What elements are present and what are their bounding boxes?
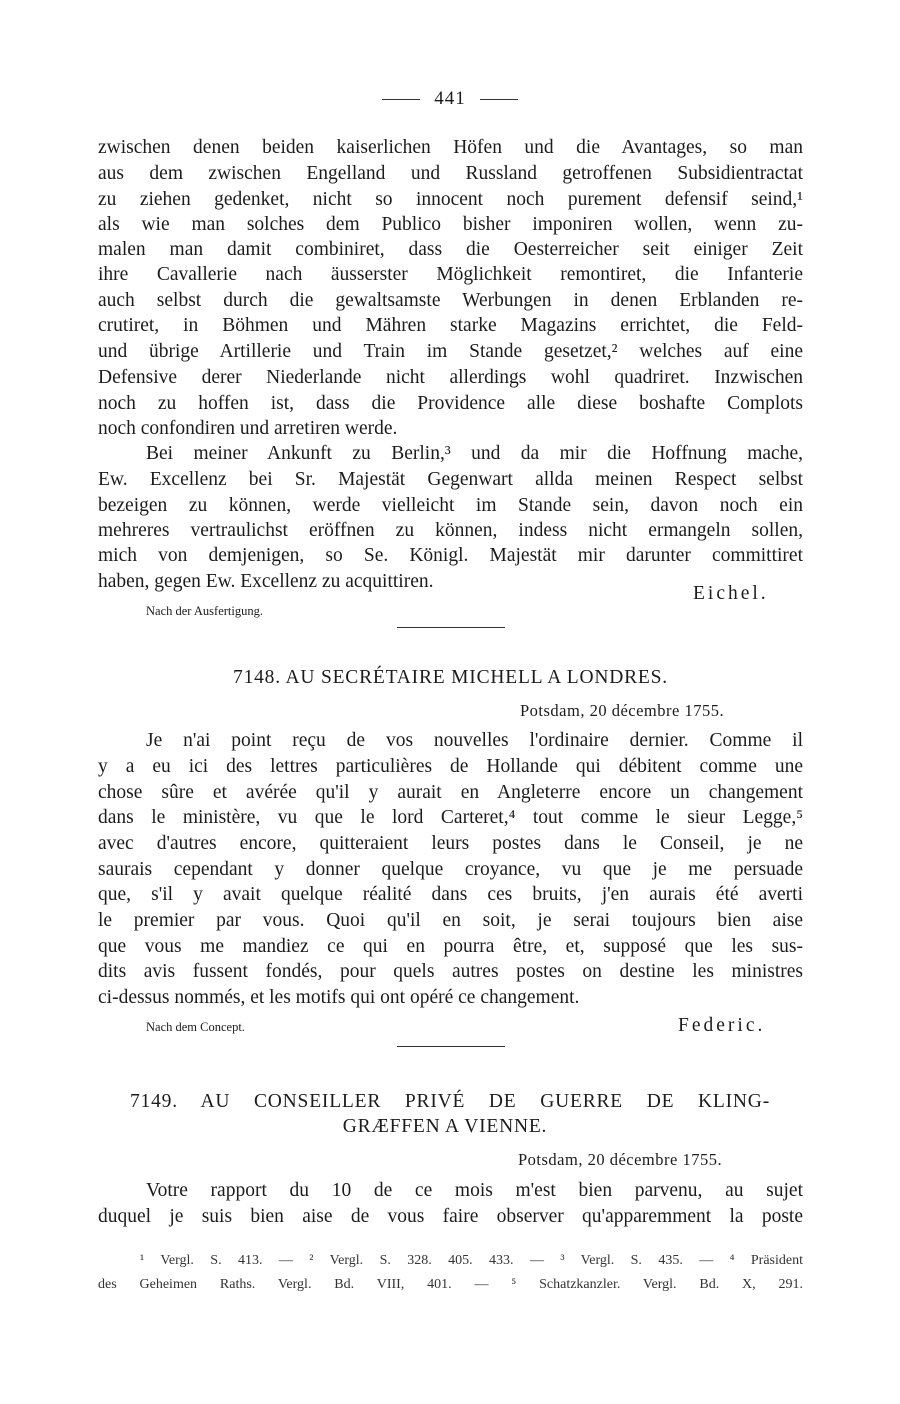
- text-line: als wie man solches dem Publico bisher imponiren wollen, wenn zu-: [98, 214, 803, 235]
- document-heading: 7148. AU SECRÉTAIRE MICHELL A LONDRES.: [233, 667, 668, 688]
- text-line: Bei meiner Ankunft zu Berlin,³ und da mir die Hoffnung mache,: [146, 443, 803, 464]
- text-line: mich von demjenigen, so Se. Königl. Majestät mir darunter committiret: [98, 545, 803, 566]
- text-line: noch confondiren und arretiren werde.: [98, 418, 398, 439]
- text-line: auch selbst durch die gewaltsamste Werbungen in denen Erblanden re-: [98, 290, 803, 311]
- header-dash-right: [480, 99, 518, 100]
- text-line: saurais cependant y donner quelque croyance, vu que je me persuade: [98, 859, 803, 880]
- text-line: ihre Cavallerie nach äusserster Möglichkeit remontiret, die Infanterie: [98, 264, 803, 285]
- text-line: noch zu hoffen ist, dass die Providence alle diese boshafte Complots: [98, 393, 803, 414]
- text-line: y a eu ici des lettres particulières de Hollande qui débitent comme une: [98, 756, 803, 777]
- text-line: mehreres vertraulichst eröffnen zu können, indess nicht ermangeln sollen,: [98, 520, 803, 541]
- section-divider: [397, 1046, 505, 1047]
- source-note: Nach dem Concept.: [146, 1020, 245, 1034]
- text-line: Je n'ai point reçu de vos nouvelles l'ordinaire dernier. Comme il: [146, 730, 803, 751]
- text-line: avec d'autres encore, quitteraient leurs postes dans le Conseil, je ne: [98, 833, 803, 854]
- page-header: [0, 88, 900, 110]
- text-line: duquel je suis bien aise de vous faire observer qu'apparemment la poste: [98, 1206, 803, 1227]
- text-line: haben, gegen Ew. Excellenz zu acquittiren.: [98, 571, 434, 592]
- text-line: dits avis fussent fondés, pour quels autres postes on destine les ministres: [98, 961, 803, 982]
- text-line: Ew. Excellenz bei Sr. Majestät Gegenwart allda meinen Respect selbst: [98, 469, 803, 490]
- text-line: aus dem zwischen Engelland und Russland getroffenen Subsidientractat: [98, 163, 803, 184]
- dateline: Potsdam, 20 décembre 1755.: [520, 701, 725, 720]
- text-line: malen man damit combiniret, dass die Oesterreicher seit einiger Zeit: [98, 239, 803, 260]
- text-line: zwischen denen beiden kaiserlichen Höfen und die Avantages, so man: [98, 137, 803, 158]
- text-line: dans le ministère, vu que le lord Carteret,⁴ tout comme le sieur Legge,⁵: [98, 807, 803, 828]
- footnote-line: ¹ Vergl. S. 413. — ² Vergl. S. 328. 405. 433. — ³ Vergl. S. 435. — ⁴ Präsident: [140, 1253, 803, 1268]
- source-note: Nach der Ausfertigung.: [146, 604, 263, 618]
- document-heading-continuation: GRÆFFEN A VIENNE.: [342, 1116, 548, 1137]
- page-number: 441: [434, 88, 466, 109]
- dateline: Potsdam, 20 décembre 1755.: [518, 1150, 723, 1169]
- text-line: que, s'il y avait quelque réalité dans ces bruits, j'en aurais été averti: [98, 884, 803, 905]
- text-line: chose sûre et avérée qu'il y aurait en Angleterre encore un changement: [98, 782, 803, 803]
- text-line: le premier par vous. Quoi qu'il en soit, je serai toujours bien aise: [98, 910, 803, 931]
- signature: Eichel.: [693, 583, 769, 604]
- signature: Federic.: [678, 1015, 766, 1036]
- footnote-line: des Geheimen Raths. Vergl. Bd. VIII, 401. — ⁵ Schatzkanzler. Vergl. Bd. X, 291.: [98, 1277, 803, 1292]
- text-line: Votre rapport du 10 de ce mois m'est bien parvenu, au sujet: [146, 1180, 803, 1201]
- section-divider: [397, 627, 505, 628]
- header-dash-left: [382, 99, 420, 100]
- text-line: ci-dessus nommés, et les motifs qui ont opéré ce changement.: [98, 987, 580, 1008]
- text-line: bezeigen zu können, werde vielleicht im Stande sein, davon noch ein: [98, 495, 803, 516]
- text-line: que vous me mandiez ce qui en pourra être, et, supposé que les sus-: [98, 936, 803, 957]
- document-heading: 7149. AU CONSEILLER PRIVÉ DE GUERRE DE KLING-: [130, 1091, 770, 1112]
- text-line: crutiret, in Böhmen und Mähren starke Magazins errichtet, die Feld-: [98, 315, 803, 336]
- text-line: und übrige Artillerie und Train im Stande gesetzet,² welches auf eine: [98, 341, 803, 362]
- text-line: zu ziehen gedenket, nicht so innocent noch purement defensif seind,¹: [98, 189, 803, 210]
- text-line: Defensive derer Niederlande nicht allerdings wohl quadriret. Inzwischen: [98, 367, 803, 388]
